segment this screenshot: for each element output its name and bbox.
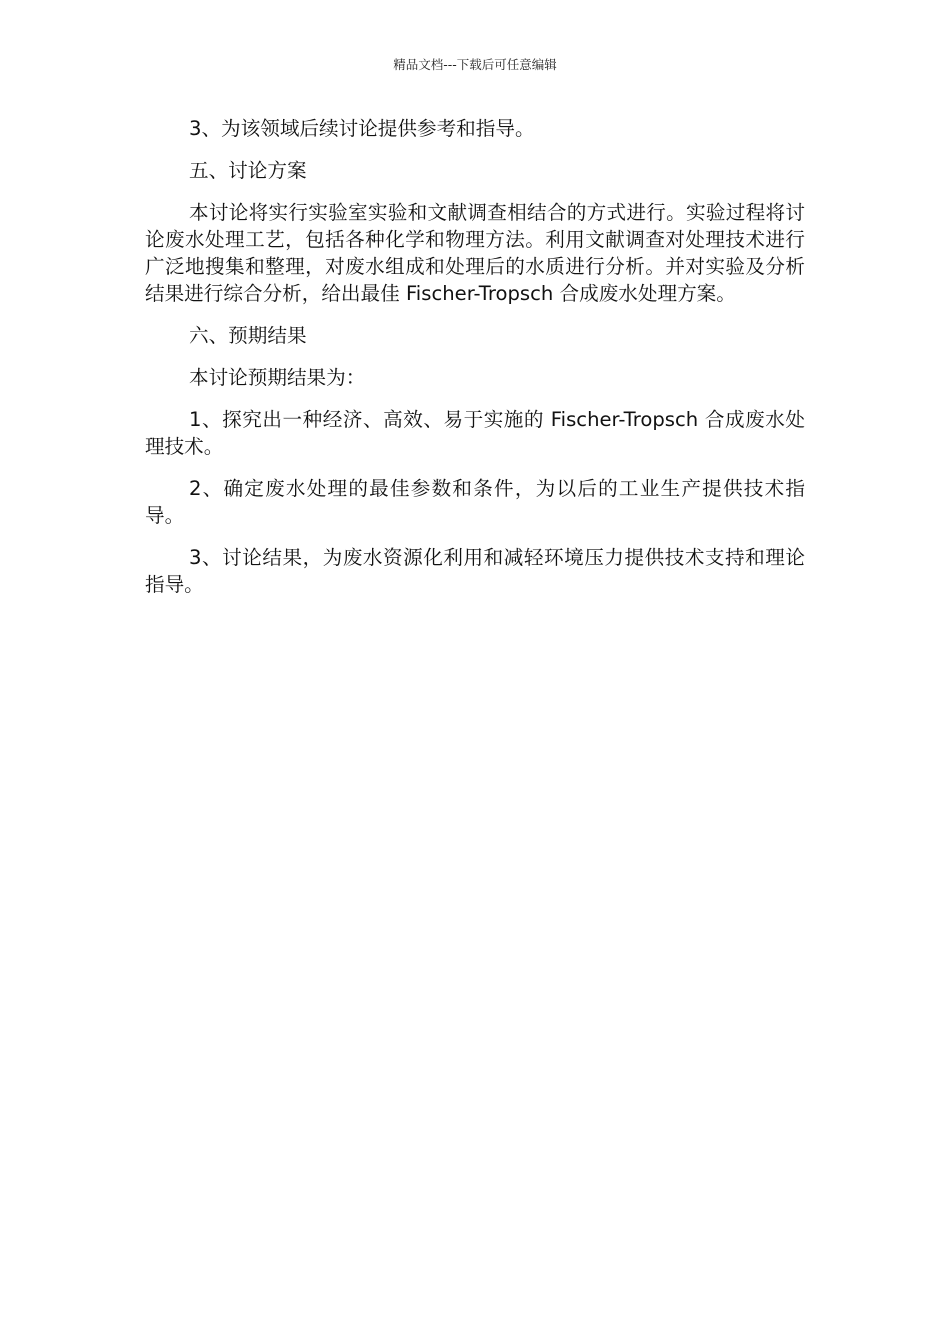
result-item-1: 1、探究出一种经济、高效、易于实施的 Fischer-Tropsch 合成废水处理技术。 [145,408,805,458]
body-paragraph: 本讨论将实行实验室实验和文献调查相结合的方式进行。实验过程将讨论废水处理工艺，包括各种化学和物理方法。利用文献调查对处理技术进行广泛地搜集和整理，对废水组成和处理后的水质进行分析。并对实验及分析结果进行综合分析，给出最佳 Fischer-Tropsch 合成废水处理方案。 [145,201,805,305]
section-heading-5: 五、讨论方案 [189,159,307,182]
result-item-3: 3、讨论结果，为废水资源化利用和减轻环境压力提供技术支持和理论指导。 [145,546,805,596]
section-heading-6: 六、预期结果 [189,324,307,347]
list-item-3: 3、为该领域后续讨论提供参考和指导。 [189,117,535,140]
intro-line: 本讨论预期结果为： [189,366,366,389]
result-item-2: 2、确定废水处理的最佳参数和条件，为以后的工业生产提供技术指导。 [145,477,805,527]
document-body [145,115,805,613]
page-header: 精品文档---下载后可任意编辑 [393,57,557,72]
